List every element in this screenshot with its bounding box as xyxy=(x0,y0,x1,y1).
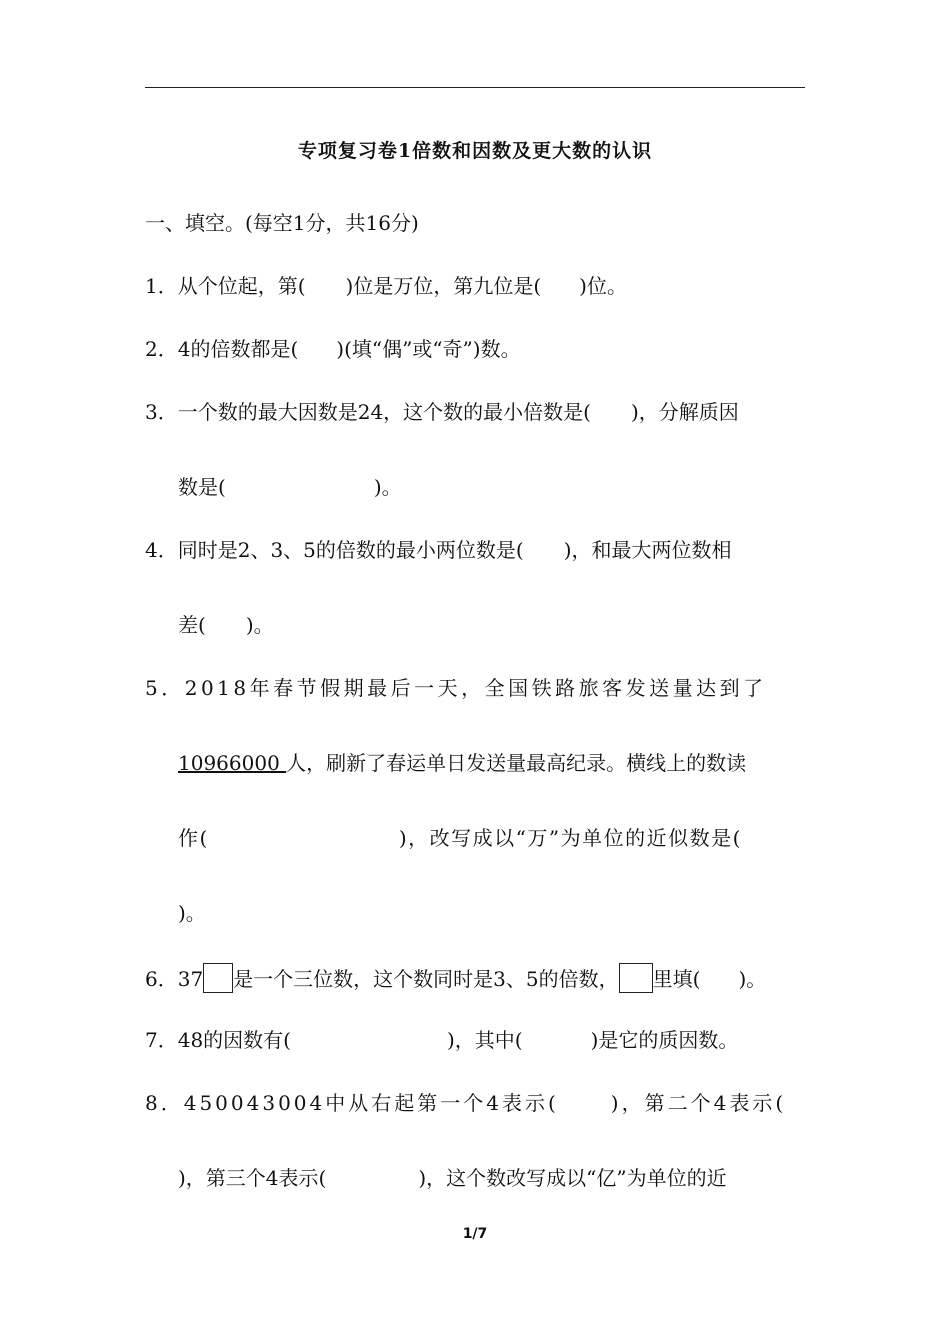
question-6: 6．37 是一个三位数，这个数同时是3、5的倍数， 里填( )。 xyxy=(145,963,766,993)
q1-number: 1． xyxy=(145,274,178,298)
question-5-cont2: 作( )，改写成以“万”为单位的近似数是( xyxy=(178,826,742,850)
blank-box-1 xyxy=(203,963,233,993)
page-number: 1/7 xyxy=(462,1226,488,1242)
question-5-cont3: )。 xyxy=(178,901,206,925)
question-5-cont: 10966000 人，刷新了春运单日发送量最高纪录。横线上的数读 xyxy=(178,751,747,775)
question-8-cont: )，第三个4表示( )，这个数改写成以“亿”为单位的近 xyxy=(178,1166,727,1190)
question-8: 8．450043004中从右起第一个4表示( )，第二个4表示( xyxy=(145,1091,787,1115)
question-5: 5．2018年春节假期最后一天，全国铁路旅客发送量达到了 xyxy=(145,676,767,700)
blank-box-2 xyxy=(619,963,653,993)
question-2: 2．4的倍数都是( )(填“偶”或“奇”)数。 xyxy=(145,337,521,361)
question-1: 1．从个位起，第( )位是万位，第九位是( )位。 xyxy=(145,274,627,298)
question-4: 4．同时是2、3、5的倍数的最小两位数是( )，和最大两位数相 xyxy=(145,538,732,562)
section-heading: 一、填空。(每空1分，共16分) xyxy=(145,211,419,235)
question-4-cont: 差( )。 xyxy=(178,613,274,637)
header-rule xyxy=(145,87,805,88)
question-3: 3．一个数的最大因数是24，这个数的最小倍数是( )，分解质因 xyxy=(145,400,739,424)
page-title: 专项复习卷1倍数和因数及更大数的认识 xyxy=(297,140,653,162)
underlined-number: 10966000 xyxy=(178,751,287,775)
question-7: 7．48的因数有( )，其中( )是它的质因数。 xyxy=(145,1028,739,1052)
question-3-cont: 数是( )。 xyxy=(178,475,402,499)
